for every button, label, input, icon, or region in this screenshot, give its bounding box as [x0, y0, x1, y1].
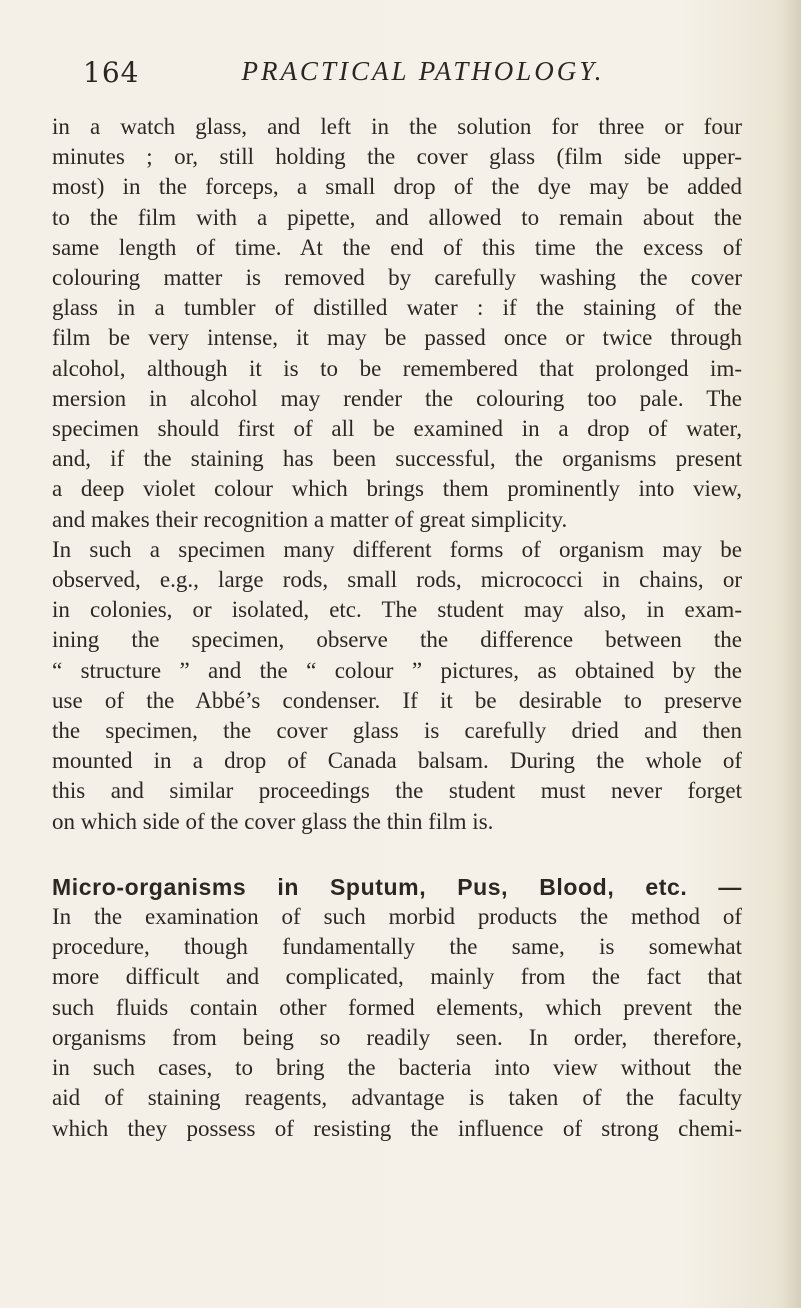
section-paragraph [52, 872, 742, 1144]
text-line: a deep violet colour which brings them prominently into view, [52, 476, 742, 502]
text-line: most) in the forceps, a small drop of the dye may be added [52, 174, 742, 200]
text-line: this and similar proceedings the student must never forget [52, 778, 742, 804]
text-line: colouring matter is removed by carefully washing the cover [52, 265, 742, 291]
text-line: observed, e.g., large rods, small rods, micrococci in chains, or [52, 567, 742, 593]
text-line: mersion in alcohol may render the colouring too pale. The [52, 385, 742, 411]
text-line: use of the Abbé’s condenser. If it be desirable to preserve [52, 687, 742, 713]
text-line: In the examination of such morbid products the method of [52, 904, 742, 930]
text-line: alcohol, although it is to be remembered that prolonged im- [52, 355, 742, 381]
text-line: more difficult and complicated, mainly from the fact that [52, 964, 742, 990]
text-line: which they possess of resisting the influence of strong chemi- [52, 1115, 742, 1141]
text-line: aid of staining reagents, advantage is taken of the faculty [52, 1085, 742, 1111]
text-line: film be very intense, it may be passed once or twice through [52, 325, 742, 351]
page-header [83, 56, 743, 104]
text-line: specimen should first of all be examined in a drop of water, [52, 416, 742, 442]
text-line: glass in a tumbler of distilled water : if the staining of the [52, 295, 742, 321]
paragraph-continuation [52, 112, 742, 837]
running-head: PRACTICAL PATHOLOGY. [241, 56, 605, 86]
text-line: in a watch glass, and left in the solution for three or four [52, 114, 742, 139]
text-line: “ structure ” and the “ colour ” pictures, as obtained by the [52, 657, 742, 683]
page-edge-shadow [781, 0, 801, 1308]
body-text [52, 112, 742, 1144]
text-line: and makes their recognition a matter of great simplicity. [52, 506, 568, 532]
text-line: in colonies, or isolated, etc. The student may also, in exam- [52, 597, 742, 623]
text-line: in such cases, to bring the bacteria into view without the [52, 1055, 742, 1081]
text-line: such fluids contain other formed elements, which prevent the [52, 994, 742, 1020]
text-line: procedure, though fundamentally the same, is somewhat [52, 934, 742, 960]
text-line: the specimen, the cover glass is carefully dried and then [52, 718, 742, 744]
paragraph-gap [52, 837, 742, 872]
text-line: organisms from being so readily seen. In order, therefore, [52, 1024, 742, 1050]
text-line: ining the specimen, observe the difference between the [52, 627, 742, 653]
text-line: and, if the staining has been successful, the organisms present [52, 446, 742, 472]
text-line: to the film with a pipette, and allowed to remain about the [52, 204, 742, 230]
text-line: minutes ; or, still holding the cover glass (film side upper- [52, 144, 742, 170]
text-line: on which side of the cover glass the thin film is. [52, 808, 494, 834]
section-heading: Micro-organisms in Sputum, Pus, Blood, etc. — [52, 873, 742, 900]
text-line: mounted in a drop of Canada balsam. During the whole of [52, 748, 742, 774]
text-line: same length of time. At the end of this time the excess of [52, 234, 742, 260]
text-line: In such a specimen many different forms of organism may be [52, 536, 742, 562]
page-number: 164 [83, 56, 140, 89]
